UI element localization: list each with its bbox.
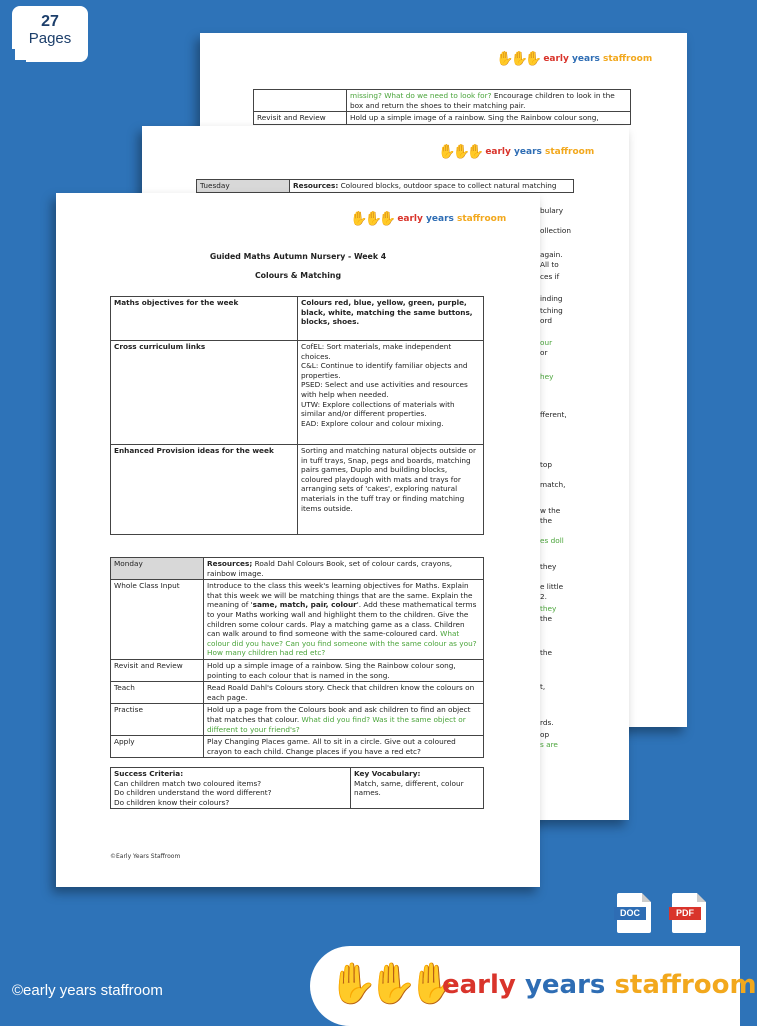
objectives-label: Maths objectives for the week bbox=[114, 298, 239, 307]
cut-off-text-fragment: again. bbox=[540, 250, 563, 259]
cut-off-text-fragment: e little bbox=[540, 582, 564, 591]
cut-off-text-fragment: the bbox=[540, 614, 552, 623]
row-label: Practise bbox=[111, 704, 204, 736]
whole-class-input-text: Introduce to the class this week's learning objectives for Maths. Explain that this week we will be matching things that are the same. Explain the meaning of 'same, match, pair, colour'. Add these mathematical terms to your Maths working wall and highlight them to the children. Give the children some colour cards. Play a matching game as a class. Children can walk around to find someone with the same-coloured card. What colour did you have? Can you find someone with the same colour as you? How many children had red etc? bbox=[204, 580, 484, 660]
cut-off-text-fragment: op bbox=[540, 730, 550, 739]
page-count-label: Pages bbox=[28, 30, 72, 47]
apply-text: Play Changing Places game. All to sit in a circle. Give out a coloured crayon to each child. Change places if you have a red etc? bbox=[204, 736, 484, 758]
monday-lesson-table bbox=[110, 557, 484, 758]
cross-curriculum-text: CofEL: Sort materials, make independent choices. C&L: Continue to identify familiar objects and properties. PSED: Select and use activities and resources with help when needed. UTW: Explore collections of materials with similar and/or different properties. EAD: Explore colour and colour mixing. bbox=[298, 341, 484, 445]
practise-text: Hold up a page from the Colours book and ask children to find an object that matches that colour. What did you find? Was it the same object or different to your friend's? bbox=[204, 704, 484, 736]
cut-off-text-fragment: they bbox=[540, 604, 557, 613]
tuesday-table-header bbox=[196, 179, 574, 193]
enhanced-provision-text: Sorting and matching natural objects outside or in tuff trays, Snap, pegs and boards, matching pairs games, Duplo and building blocks, coloured playdough with mats and trays for arranging sets of 'cakes', exploring natural materials in the tuff tray or finding matching items outside. bbox=[298, 445, 484, 535]
resources-cell: Resources; Roald Dahl Colours Book, set of colour cards, crayons, rainbow image. bbox=[204, 558, 484, 580]
cut-off-text-fragment: t, bbox=[540, 682, 546, 691]
row-label: Revisit and Review bbox=[254, 112, 347, 125]
enhanced-provision-label: Enhanced Provision ideas for the week bbox=[114, 446, 274, 455]
document-subtitle: Colours & Matching bbox=[254, 271, 342, 280]
cut-off-text-fragment: they bbox=[540, 562, 557, 571]
row-label: Apply bbox=[111, 736, 204, 758]
cross-curriculum-label: Cross curriculum links bbox=[114, 342, 206, 351]
hands-icon: ✋✋✋ bbox=[496, 51, 540, 67]
cut-off-text-fragment: ord bbox=[540, 316, 552, 325]
resources-cell: Resources: Coloured blocks, outdoor space to collect natural matching bbox=[290, 180, 574, 193]
cut-off-text-fragment: the bbox=[540, 516, 552, 525]
cut-off-text-fragment: 2. bbox=[540, 592, 547, 601]
hands-icon: ✋✋✋ bbox=[350, 211, 394, 227]
pdf-file-icon[interactable]: PDF bbox=[672, 893, 706, 933]
cell-text: missing? What do we need to look for? Encourage children to look in the box and return the shoes to their matching pair. bbox=[347, 90, 631, 112]
revisit-review-text: Hold up a simple image of a rainbow. Sing the Rainbow colour song, pointing to each colour that is named in the song. bbox=[204, 659, 484, 681]
row-label: Whole Class Input bbox=[111, 580, 204, 660]
document-title: Guided Maths Autumn Nursery - Week 4 bbox=[209, 252, 387, 261]
cut-off-text-fragment: All to bbox=[540, 260, 559, 269]
success-criteria-cell: Success Criteria: Can children match two coloured items? Do children understand the word different? Do children know their colours? bbox=[111, 768, 351, 809]
cut-off-text-fragment: ollection bbox=[540, 226, 571, 235]
cut-off-text-fragment: hey bbox=[540, 372, 554, 381]
success-criteria-table bbox=[110, 767, 484, 809]
cut-off-text-fragment: our bbox=[540, 338, 553, 347]
doc-file-icon[interactable]: DOC bbox=[617, 893, 651, 933]
brand-logo: ✋✋✋ early years staffroom bbox=[350, 211, 507, 227]
lesson-table-fragment bbox=[253, 89, 631, 125]
page-count-badge bbox=[12, 6, 88, 62]
hands-icon: ✋✋✋ bbox=[328, 961, 448, 1007]
brand-logo: ✋✋✋ early years staffroom bbox=[496, 51, 653, 67]
brand-wordmark: early years staffroom bbox=[442, 970, 757, 1000]
cut-off-text-fragment: rds. bbox=[540, 718, 554, 727]
brand-banner bbox=[310, 946, 757, 1026]
cut-off-text-fragment: fferent, bbox=[540, 410, 567, 419]
cut-off-text-fragment: w the bbox=[540, 506, 561, 515]
teach-text: Read Roald Dahl's Colours story. Check that children know the colours on each page. bbox=[204, 682, 484, 704]
cut-off-text-fragment: ces if bbox=[540, 272, 560, 281]
row-label: Revisit and Review bbox=[111, 659, 204, 681]
day-label: Monday bbox=[111, 558, 204, 580]
page-footer: ©Early Years Staffroom bbox=[110, 853, 181, 860]
cut-off-text-fragment: bulary bbox=[540, 206, 564, 215]
page-count: 27 bbox=[41, 13, 59, 30]
copyright-text: ©early years staffroom bbox=[12, 982, 163, 999]
day-label: Tuesday bbox=[197, 180, 290, 193]
objectives-table bbox=[110, 296, 484, 535]
cell-text: Hold up a simple image of a rainbow. Sing the Rainbow colour song, bbox=[347, 112, 631, 125]
hands-icon: ✋✋✋ bbox=[438, 144, 482, 160]
row-label: Teach bbox=[111, 682, 204, 704]
brand-logo: ✋✋✋ early years staffroom bbox=[438, 144, 595, 160]
badge-corner-decoration bbox=[12, 49, 26, 63]
cut-off-text-fragment: s are bbox=[540, 740, 558, 749]
cut-off-text-fragment: the bbox=[540, 648, 552, 657]
cut-off-text-fragment: match, bbox=[540, 480, 566, 489]
cut-off-text-fragment: tching bbox=[540, 306, 563, 315]
document-page-1 bbox=[56, 193, 540, 887]
cut-off-text-fragment: top bbox=[540, 460, 552, 469]
cut-off-text-fragment: inding bbox=[540, 294, 563, 303]
key-vocabulary-cell: Key Vocabulary: Match, same, different, colour names. bbox=[351, 768, 484, 809]
objectives-text: Colours red, blue, yellow, green, purple, black, white, matching the same buttons, blocks, shoes. bbox=[301, 298, 473, 327]
cut-off-text-fragment: es doll bbox=[540, 536, 564, 545]
cut-off-text-fragment: or bbox=[540, 348, 548, 357]
